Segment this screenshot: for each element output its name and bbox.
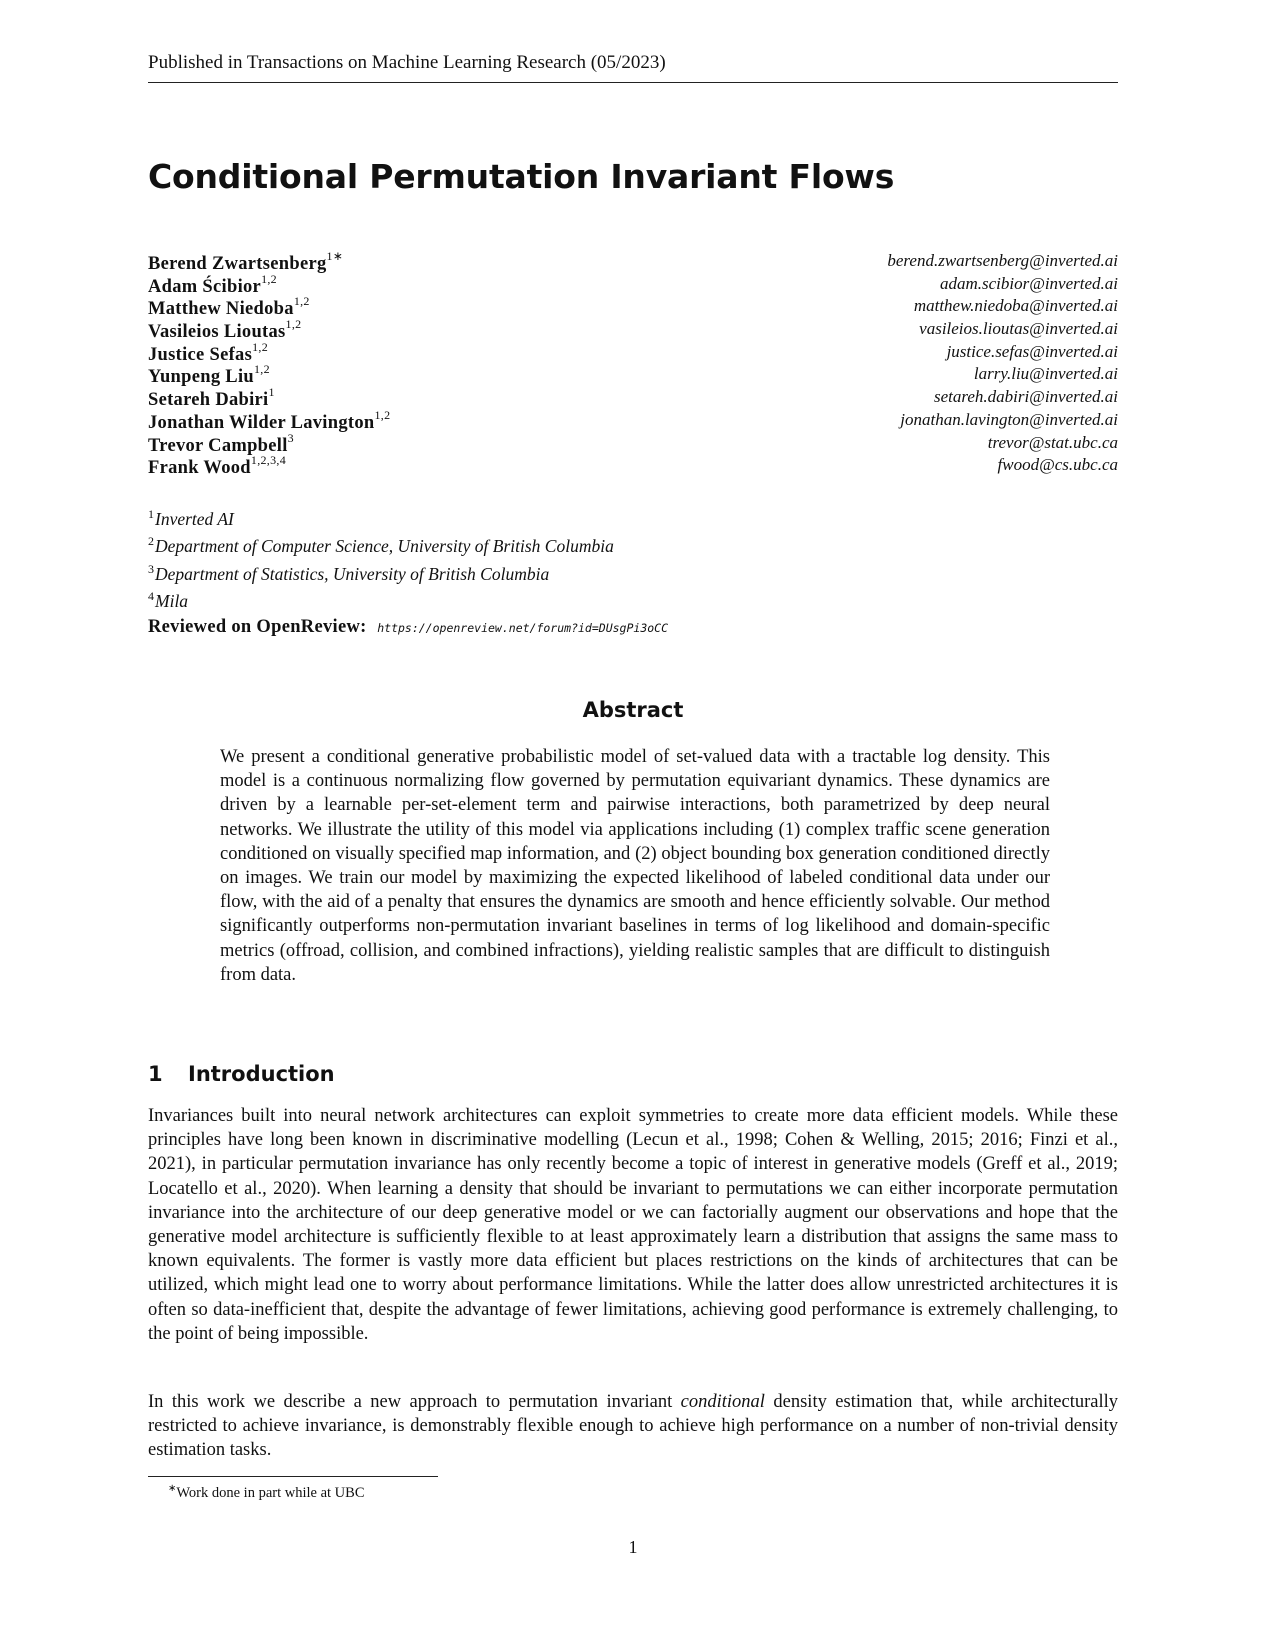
openreview-label: Reviewed on OpenReview: [148,617,367,637]
affiliation-item [148,558,614,585]
section-heading-introduction [148,1062,335,1086]
author-affiliation-marks: 1,2,3,4 [250,453,287,468]
abstract-body: We present a conditional generative probabilistic model of set-valued data with a tractable log density. This model is a continuous normalizing flow governed by permutation equivariant dynamics. These dynamics are driven by a learnable per-set-element term and pairwise interactions, both parametrized by deep neural networks. We illustrate the utility of this model via applications including (1) complex traffic scene generation conditioned on visually specified map information, and (2) object bounding box generation conditioned directly on images. We train our model by maximizing the expected likelihood of labeled conditional data under our flow, with the aid of a penalty that ensures the dynamics are smooth and hence efficiently solvable. Our method significantly outperforms non-permutation invariant baselines in terms of log likelihood and domain-specific metrics (offroad, collision, and combined infractions), yielding realistic samples that are difficult to distinguish from data. [220,747,1050,985]
author-email[interactable]: fwood@cs.ubc.ca [997,455,1118,475]
footnote-divider [148,1476,438,1477]
paper-title: Conditional Permutation Invariant Flows [148,157,895,196]
author-email[interactable]: larry.liu@inverted.ai [973,364,1118,384]
author-email[interactable]: jonathan.lavington@inverted.ai [900,409,1118,429]
page-number: 1 [628,1537,638,1557]
author-email[interactable]: adam.scibior@inverted.ai [939,273,1118,293]
author-email[interactable]: matthew.niedoba@inverted.ai [913,296,1118,316]
author-row [148,387,1118,410]
author-name [148,251,343,275]
affiliation-text: Department of Computer Science, University of British Columbia [155,536,614,557]
author-affiliation-marks: 1,2 [252,339,269,354]
intro-paragraph-1: Invariances built into neural network architectures can exploit symmetries to create more data efficient models. While these principles have long been known in discriminative modelling (Lecun et al., 1998; Cohen & Welling, 2015; 2016; Finzi et al., 2021), in particular permutation invariance has only recently become a topic of interest in generative models (Greff et al., 2019; Locatello et al., 2020). When learning a density that should be invariant to permutations we can either incorporate permutation invariance into the architecture of our deep generative model or we can factorially augment our observations and hope that the generative model architecture is sufficiently flexible to at least approximately learn a distribution that assigns the same mass to known equivalents. The former is vastly more data efficient but places restrictions on the kinds of architectures that can be utilized, which might lead one to worry about performance limitations. While the latter does allow unrestricted architectures it is often so data-inefficient that, despite the advantage of fewer limitations, achieving good performance is extremely challenging, to the point of being impossible. [148,1106,1118,1344]
footnote-mark: ∗ [168,1483,177,1494]
affiliation-item [148,530,614,557]
author-name [148,271,277,298]
author-name [148,387,275,411]
author-affiliation-marks: 1∗ [326,249,344,263]
author-row [148,319,1118,342]
affiliation-text: Department of Statistics, University of British Columbia [155,563,550,584]
author-row [148,296,1118,319]
author-email[interactable]: setareh.dabiri@inverted.ai [933,387,1118,407]
affiliation-number: 1 [148,507,154,521]
author-name-text: Trevor Campbell [148,435,288,456]
author-name [148,339,269,366]
intro-p2-emphasis: conditional [680,1392,765,1412]
author-row [148,364,1118,387]
author-affiliation-marks: 1,2 [293,294,310,309]
author-affiliation-marks: 1,2 [285,317,302,332]
author-affiliation-marks: 1,2 [374,407,391,422]
author-row [148,455,1118,478]
section-title: Introduction [188,1062,335,1086]
running-header: Published in Transactions on Machine Learning Research (05/2023) [148,52,1118,83]
affiliation-number: 3 [148,561,154,576]
author-name [148,364,270,388]
author-row [148,251,1118,274]
affiliation-number: 2 [148,534,154,549]
author-name [148,407,391,434]
affiliation-text: Mila [155,590,189,611]
author-row [148,407,1118,433]
author-name-text: Jonathan Wilder Lavington [148,412,375,433]
author-email[interactable]: vasileios.lioutas@inverted.ai [919,319,1118,339]
affiliation-item [148,585,614,612]
abstract-heading: Abstract [582,698,684,722]
affiliation-text: Inverted AI [155,508,234,529]
author-name-text: Yunpeng Liu [148,367,254,388]
author-email[interactable]: justice.sefas@inverted.ai [946,341,1118,361]
author-name [148,319,301,343]
author-affiliation-marks: 3 [287,430,294,445]
author-affiliation-marks: 1,2 [261,271,277,286]
section-number: 1 [148,1062,163,1086]
affiliation-item [148,503,614,530]
author-affiliation-marks: 1 [268,385,275,400]
affiliation-number: 4 [148,588,154,603]
author-name-text: Frank Wood [148,458,251,479]
author-name-text: Justice Sefas [148,344,253,365]
openreview-line [148,617,668,638]
footnote [168,1483,365,1502]
affiliation-list [148,503,614,612]
author-email[interactable]: berend.zwartsenberg@inverted.ai [887,251,1118,270]
footnote-text: Work done in part while at UBC [176,1484,365,1501]
author-row [148,339,1118,365]
author-name-text: Vasileios Lioutas [148,322,286,343]
author-name [148,455,286,479]
author-list [148,251,1118,478]
author-name-text: Setareh Dabiri [148,390,269,411]
author-email[interactable]: trevor@stat.ubc.ca [987,432,1118,452]
openreview-link[interactable]: https://openreview.net/forum?id=DUsgPi3oCC [377,621,669,635]
author-name-text: Matthew Niedoba [148,299,294,320]
author-row [148,430,1118,456]
author-name-text: Berend Zwartsenberg [148,254,327,275]
intro-paragraph-2 [148,1390,1118,1463]
author-affiliation-marks: 1,2 [253,362,270,377]
intro-p2-text-end: density estimation that, while architecturally restricted to achieve invariance, is demonstrably flexible enough to achieve high performance on a number of non-trivial density estimation tasks. [148,1392,1118,1461]
author-row [148,271,1118,297]
intro-p2-text-start: In this work we describe a new approach to permutation invariant [148,1392,681,1412]
author-name-text: Adam Ścibior [148,276,262,297]
